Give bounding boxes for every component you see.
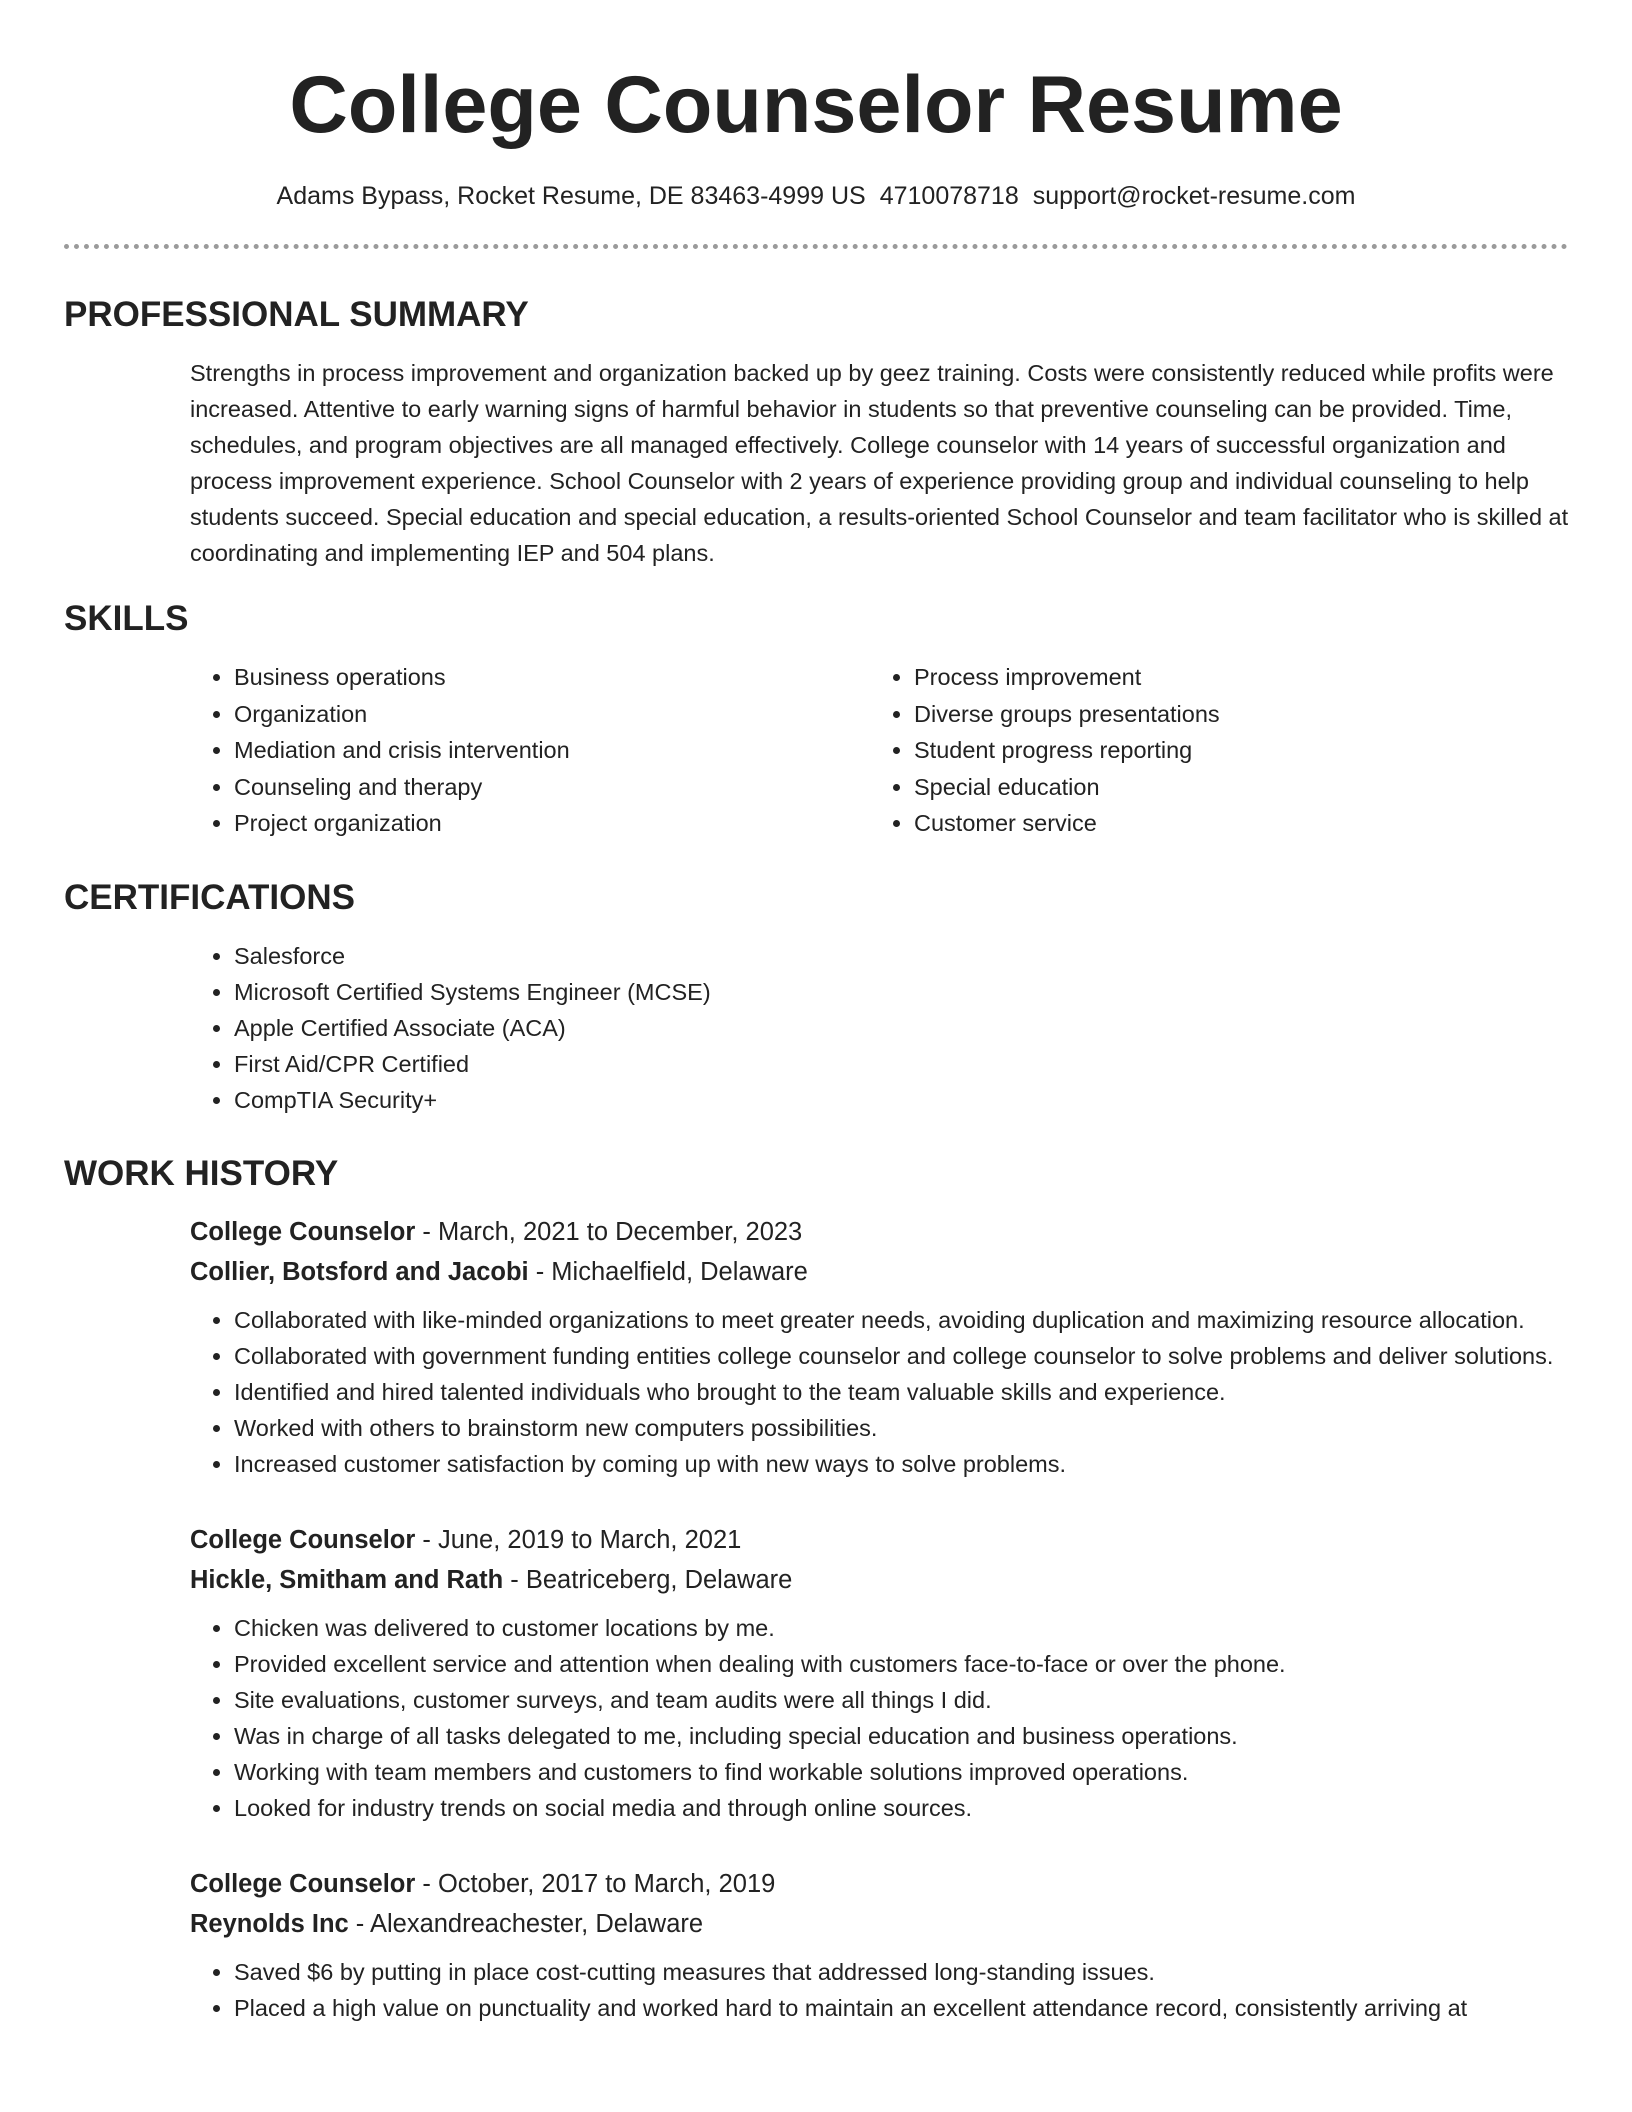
skill-item: • Business operations	[234, 659, 870, 696]
job-bullet: • Collaborated with like-minded organizations to meet greater needs, avoiding duplication and maximizing resource allocation.	[234, 1302, 1584, 1338]
job-title-line	[190, 1520, 1568, 1560]
certifications-heading: CERTIFICATIONS	[64, 877, 356, 917]
job-dates: - March, 2021 to December, 2023	[415, 1217, 803, 1246]
job-location: - Alexandreachester, Delaware	[348, 1909, 704, 1938]
job-bullet: • Working with team members and customers to find workable solutions improved operations.	[234, 1754, 1584, 1790]
skill-item: • Special education	[914, 769, 1550, 806]
skill-item: • Project organization	[234, 805, 870, 842]
job-bullets	[190, 1610, 1584, 1826]
job-bullets	[190, 1954, 1584, 2026]
resume-title: College Counselor Resume	[289, 60, 1343, 150]
job-company-line	[190, 1560, 1568, 1600]
job-title: College Counselor	[190, 1869, 416, 1898]
job-entry	[190, 1864, 1568, 2026]
certification-item: • First Aid/CPR Certified	[234, 1046, 1568, 1082]
job-bullet: • Identified and hired talented individuals who brought to the team valuable skills and experience.	[234, 1374, 1584, 1410]
job-bullet: • Collaborated with government funding entities college counselor and college counselor to solve problems and deliver solutions.	[234, 1338, 1584, 1374]
job-bullet: • Increased customer satisfaction by coming up with new ways to solve problems.	[234, 1446, 1584, 1482]
certification-item: • Microsoft Certified Systems Engineer (MCSE)	[234, 974, 1568, 1010]
skill-item: • Diverse groups presentations	[914, 696, 1550, 733]
certifications-list	[190, 938, 1568, 1118]
certification-item: • Apple Certified Associate (ACA)	[234, 1010, 1568, 1046]
job-company-line	[190, 1904, 1568, 1944]
skills-column-right	[870, 659, 1550, 842]
skill-item: • Student progress reporting	[914, 732, 1550, 769]
job-title-line	[190, 1864, 1568, 1904]
job-company-line	[190, 1252, 1568, 1292]
certification-item: • Salesforce	[234, 938, 1568, 974]
summary-heading: PROFESSIONAL SUMMARY	[64, 295, 529, 334]
certification-item: • CompTIA Security+	[234, 1082, 1568, 1118]
job-bullet: • Provided excellent service and attention when dealing with customers face-to-face or over the phone.	[234, 1646, 1584, 1682]
job-company: Hickle, Smitham and Rath	[190, 1565, 504, 1594]
work-history-heading: WORK HISTORY	[64, 1153, 339, 1193]
skills-list	[190, 659, 1568, 842]
job-title-line	[190, 1212, 1568, 1252]
skill-item: • Process improvement	[914, 659, 1550, 696]
job-bullet: • Looked for industry trends on social media and through online sources.	[234, 1790, 1584, 1826]
resume-page	[64, 0, 1568, 2026]
job-location: - Beatriceberg, Delaware	[503, 1565, 793, 1594]
contact-email: support@rocket-resume.com	[1032, 182, 1356, 210]
job-bullets	[190, 1302, 1584, 1482]
job-title: College Counselor	[190, 1217, 416, 1246]
job-company: Reynolds Inc	[190, 1909, 349, 1938]
job-bullet: • Placed a high value on punctuality and worked hard to maintain an excellent attendance record, consistently arriving at	[234, 1990, 1584, 2026]
skill-item: • Mediation and crisis intervention	[234, 732, 870, 769]
contact-phone: 4710078718	[879, 182, 1019, 210]
skill-item: • Counseling and therapy	[234, 769, 870, 806]
job-company: Collier, Botsford and Jacobi	[190, 1257, 529, 1286]
skills-heading: SKILLS	[64, 599, 189, 638]
job-bullet: • Site evaluations, customer surveys, and team audits were all things I did.	[234, 1682, 1584, 1718]
job-bullet: • Was in charge of all tasks delegated to me, including special education and business operations.	[234, 1718, 1584, 1754]
job-dates: - October, 2017 to March, 2019	[415, 1869, 776, 1898]
summary-text: Strengths in process improvement and organization backed up by geez training. Costs were consistently reduced while profits were increased. Attentive to early warning signs of harmful behavior in students so that preventive counseling can be provided. Time, schedules, and program objectives are all managed effectively. College counselor with 14 years of successful organization and process improvement experience. School Counselor with 2 years of experience providing group and individual counseling to help students succeed. Special education and special education, a results-oriented School Counselor and team facilitator who is skilled at coordinating and implementing IEP and 504 plans.	[190, 360, 1569, 566]
skill-item: • Customer service	[914, 805, 1550, 842]
job-entry	[190, 1212, 1568, 1482]
contact-line	[64, 180, 1568, 212]
skills-column-left	[190, 659, 870, 842]
job-location: - Michaelfield, Delaware	[528, 1257, 808, 1286]
job-bullet: • Chicken was delivered to customer locations by me.	[234, 1610, 1584, 1646]
job-bullet: • Saved $6 by putting in place cost-cutting measures that addressed long-standing issues.	[234, 1954, 1584, 1990]
job-dates: - June, 2019 to March, 2021	[415, 1525, 742, 1554]
job-entry	[190, 1520, 1568, 1826]
contact-address: Adams Bypass, Rocket Resume, DE 83463-4999 US	[276, 182, 866, 210]
skill-item: • Organization	[234, 696, 870, 733]
header-divider	[64, 244, 1568, 249]
job-bullet: • Worked with others to brainstorm new computers possibilities.	[234, 1410, 1584, 1446]
job-title: College Counselor	[190, 1525, 416, 1554]
